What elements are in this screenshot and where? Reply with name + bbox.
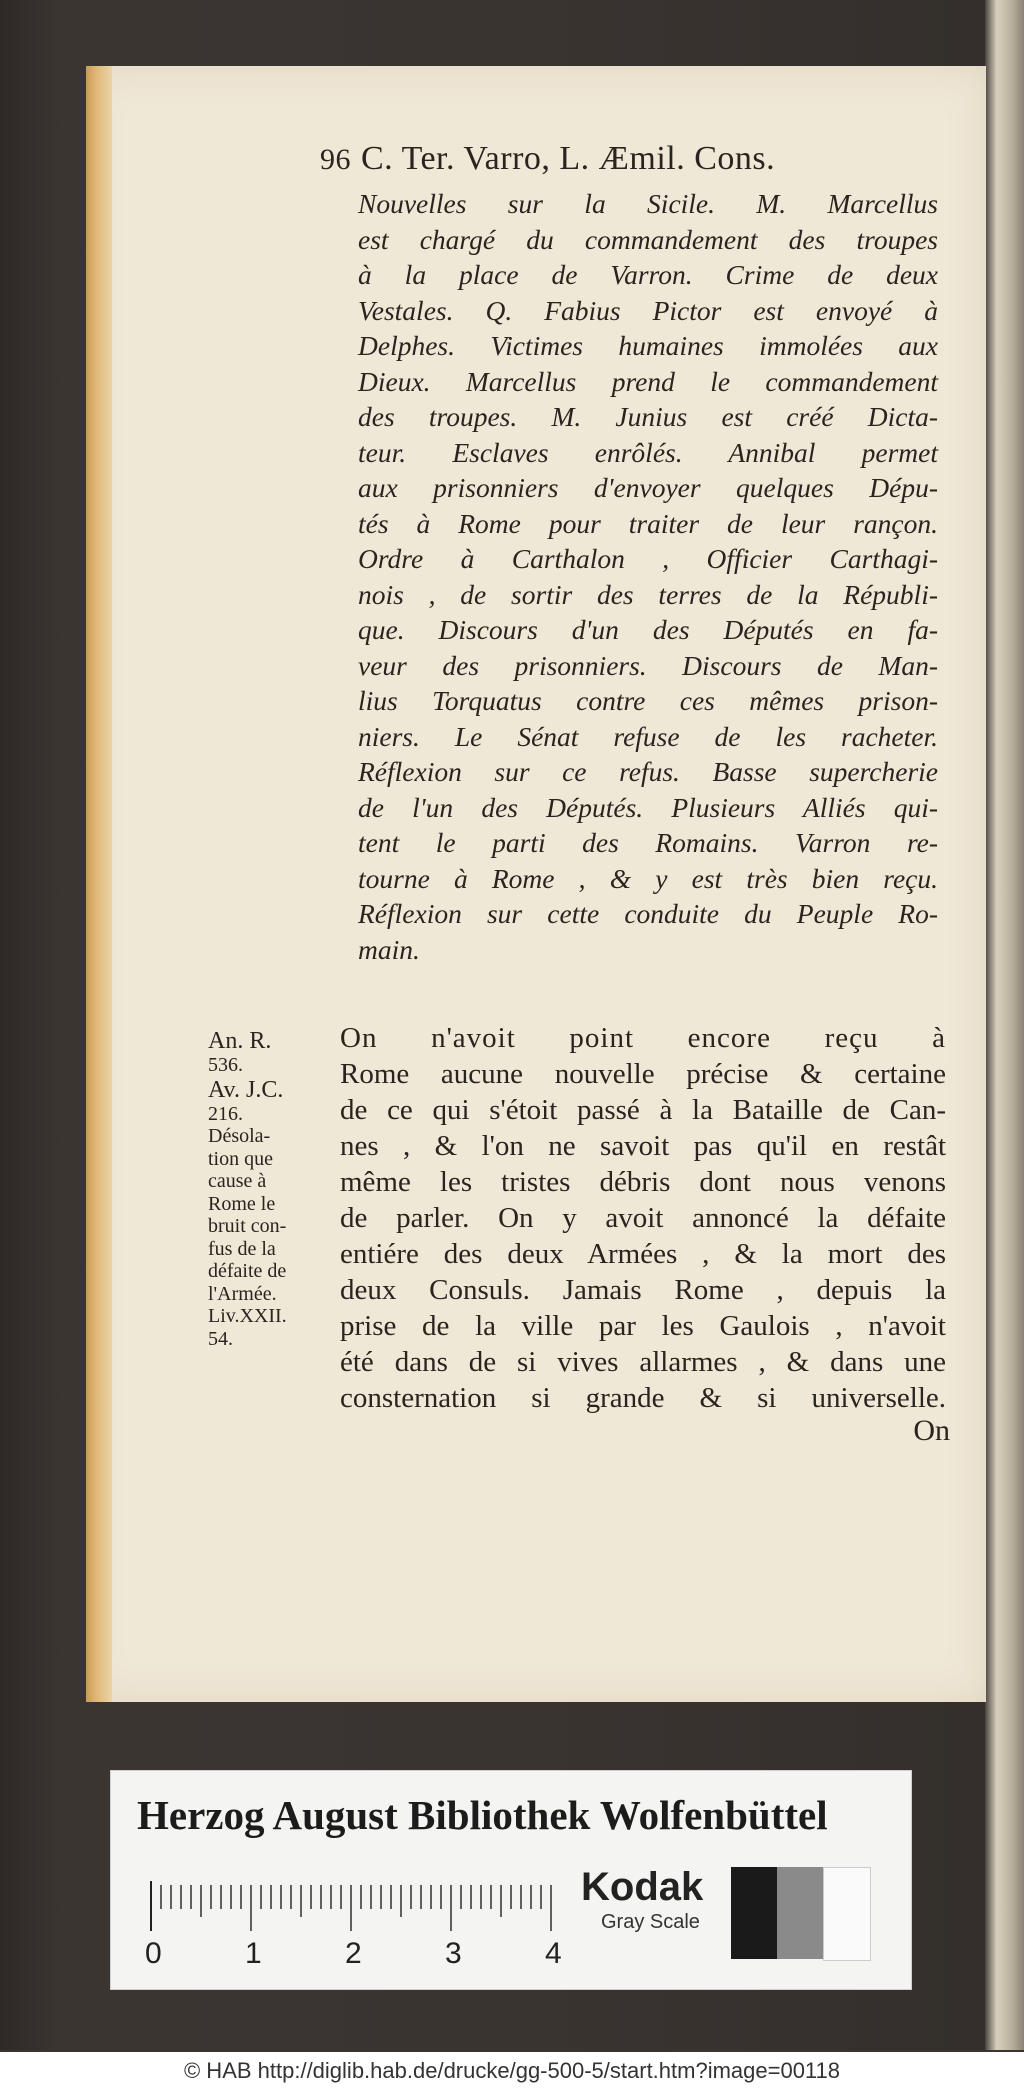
kodak-logo: Kodak (581, 1865, 704, 1909)
summary-line: que. Discours d'un des Députés en fa- (358, 614, 938, 645)
library-title: Herzog August Bibliothek Wolfenbüttel (137, 1792, 828, 1838)
summary-line: aux prisonniers d'envoyer quelques Dépu- (358, 472, 938, 503)
summary-line: teur. Esclaves enrôlés. Annibal permet (358, 436, 938, 468)
body-line: prise de la ville par les Gaulois , n'avoit (340, 1310, 946, 1342)
body-line: Rome aucune nouvelle précise & certaine (340, 1058, 946, 1090)
catchword: On (913, 1414, 950, 1447)
margin-note: tion que (208, 1147, 273, 1170)
summary-line: lius Torquatus contre ces mêmes prison- (358, 685, 938, 716)
body-line: nes , & l'on ne savoit pas qu'il en restât (340, 1130, 946, 1162)
ruler-label-4: 4 (545, 1937, 562, 1970)
next-page-edge (985, 0, 1024, 2050)
summary-line: niers. Le Sénat refuse de les racheter. (358, 720, 938, 752)
summary-line: main. (358, 933, 420, 965)
body-line: été dans de si vives allarmes , & dans une (340, 1346, 946, 1378)
summary-line: tent le parti des Romains. Varron re- (358, 827, 938, 858)
body-line: entiére des deux Armées , & la mort des (340, 1238, 946, 1270)
ruler (137, 1871, 657, 1971)
summary-line: de l'un des Députés. Plusieurs Alliés qui- (358, 791, 938, 823)
summary-line: Dieux. Marcellus prend le commandement (358, 365, 938, 397)
margin-note: fus de la (208, 1237, 276, 1260)
summary-line: Ordre à Carthalon , Officier Carthagi- (358, 543, 938, 574)
body-line: de parler. On y avoit annoncé la défaite (340, 1202, 946, 1234)
swatch-gray (777, 1867, 823, 1959)
ruler-label-3: 3 (445, 1937, 462, 1970)
ruler-label-0: 0 (145, 1937, 162, 1970)
margin-note: 216. (208, 1102, 243, 1125)
summary-line: tourne à Rome , & y est très bien reçu. (358, 862, 938, 894)
summary-line: nois , de sortir des terres de la Républi- (358, 578, 938, 610)
margin-note: Désola- (208, 1125, 271, 1147)
body-line: On n'avoit point encore reçu à (340, 1022, 946, 1054)
page-number: 96 (320, 143, 351, 176)
margin-note: 54. (208, 1327, 233, 1350)
running-head: C. Ter. Varro, L. Æmil. Cons. (361, 140, 776, 177)
margin-note: 536. (208, 1054, 243, 1076)
margin-note: défaite de (208, 1260, 287, 1282)
margin-note: Rome le (208, 1192, 276, 1215)
body-line: consternation si grande & si universelle. (340, 1382, 946, 1414)
copyright-footer: © HAB http://diglib.hab.de/drucke/gg-500-5/start.htm?image=00118 (0, 2052, 1024, 2089)
body-text (340, 1020, 946, 1416)
margin-note: cause à (208, 1170, 267, 1192)
color-calibration-bar (110, 1770, 912, 1990)
body-line: même les tristes débris dont nous venons (340, 1166, 946, 1198)
summary-line: tés à Rome pour traiter de leur rançon. (358, 507, 938, 539)
margin-note-reference: Liv.XXII. (208, 1305, 287, 1327)
margin-notes (208, 1028, 348, 1350)
summary-line: veur des prisonniers. Discours de Man- (358, 649, 938, 681)
chapter-summary (358, 186, 938, 967)
body-line: de ce qui s'étoit passé à la Bataille de Can- (340, 1094, 946, 1126)
page-gilt-edge (86, 66, 112, 1702)
margin-note-year-bc: Av. J.C. (208, 1076, 284, 1103)
ruler-label-1: 1 (245, 1937, 262, 1970)
margin-note-year-rome: An. R. (208, 1028, 272, 1054)
body-line: deux Consuls. Jamais Rome , depuis la (340, 1274, 946, 1306)
kodak-subtitle: Gray Scale (601, 1911, 700, 1933)
swatch-white (823, 1867, 871, 1961)
summary-line: Réflexion sur cette conduite du Peuple Ro- (358, 898, 938, 929)
swatch-black (731, 1867, 777, 1959)
summary-line: des troupes. M. Junius est créé Dicta- (358, 401, 938, 432)
margin-note: bruit con- (208, 1215, 287, 1237)
page-header (320, 140, 960, 190)
summary-line: Vestales. Q. Fabius Pictor est envoyé à (358, 294, 938, 326)
summary-line: à la place de Varron. Crime de deux (358, 259, 938, 290)
summary-line: Nouvelles sur la Sicile. M. Marcellus (358, 188, 938, 219)
summary-line: est chargé du commandement des troupes (358, 223, 938, 255)
ruler-label-2: 2 (345, 1937, 362, 1970)
summary-line: Réflexion sur ce refus. Basse supercherie (358, 756, 938, 787)
summary-line: Delphes. Victimes humaines immolées aux (358, 330, 938, 361)
margin-note: l'Armée. (208, 1282, 277, 1305)
